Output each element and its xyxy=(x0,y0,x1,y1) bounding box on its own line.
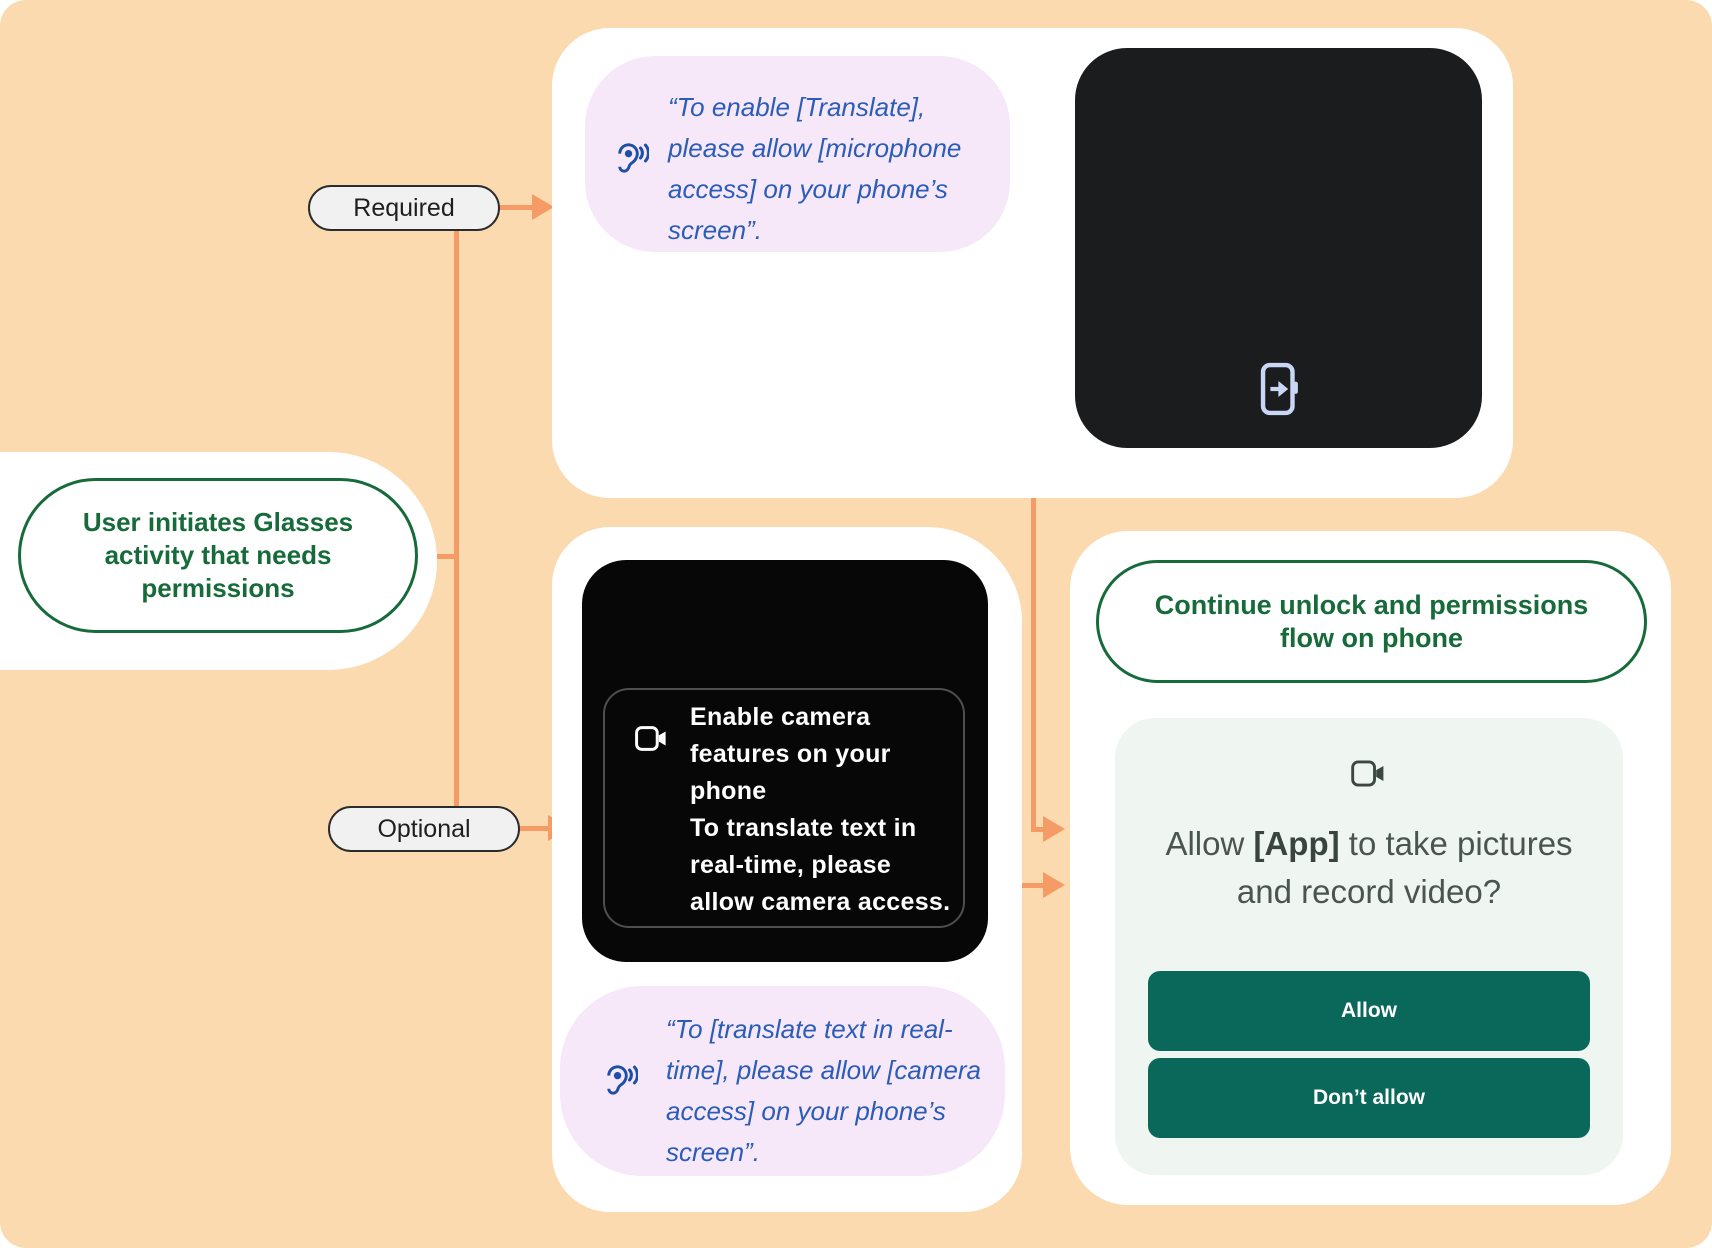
bubble-line: screen”. xyxy=(666,1137,760,1167)
permission-dialog xyxy=(1115,718,1623,1175)
connector-start-stub xyxy=(437,554,454,559)
glasses-text-line: allow camera access. xyxy=(690,888,951,916)
phone-lock-screen xyxy=(1075,48,1482,448)
videocam-icon xyxy=(635,726,669,756)
app-placeholder: [App] xyxy=(1253,825,1340,862)
glasses-text-line: real-time, please xyxy=(690,851,892,879)
permission-question xyxy=(1134,820,1604,916)
question-suffix: to take pictures and record video? xyxy=(1236,825,1573,910)
dont-allow-button[interactable] xyxy=(1148,1058,1590,1138)
bubble-line: time], please allow [camera xyxy=(666,1055,982,1085)
ear-sound-icon xyxy=(611,140,649,181)
dont-allow-button-label: Don’t allow xyxy=(1313,1086,1425,1109)
bubble-line: access] on your phone’s xyxy=(666,1096,946,1126)
arrow-optional-line xyxy=(520,826,548,831)
question-prefix: Allow xyxy=(1165,825,1254,862)
glasses-text-line: To translate text in xyxy=(690,814,917,842)
continue-flow-node xyxy=(1096,560,1647,683)
bubble-line: screen”. xyxy=(668,215,762,245)
arrow-to-dialog-head xyxy=(1043,816,1065,842)
voice-prompt-bubble-optional xyxy=(560,986,1005,1176)
bubble-line: please allow [microphone xyxy=(668,133,962,163)
required-label-text: Required xyxy=(353,193,455,222)
glasses-text-line: Enable camera xyxy=(690,703,871,731)
required-label xyxy=(308,185,500,231)
arrow-required-head xyxy=(532,194,554,220)
glasses-notification xyxy=(603,688,965,928)
phone-handoff-icon xyxy=(1258,362,1300,421)
videocam-icon xyxy=(1351,760,1387,792)
glasses-display xyxy=(582,560,988,962)
glasses-text-line: features on your xyxy=(690,740,891,768)
bubble-line: “To [translate text in real- xyxy=(666,1014,953,1044)
start-node-label: User initiates Glasses activity that needs permissions xyxy=(82,507,354,603)
arrow-required-line xyxy=(500,205,532,210)
allow-button[interactable] xyxy=(1148,971,1590,1051)
connector-elbow xyxy=(1031,827,1043,832)
bubble-line: “To enable [Translate], xyxy=(668,92,926,122)
voice-prompt-bubble-required xyxy=(585,56,1010,252)
start-node xyxy=(18,478,418,633)
allow-button-label: Allow xyxy=(1341,999,1397,1022)
bubble-line: access] on your phone’s xyxy=(668,174,948,204)
continue-flow-label: Continue unlock and permissions flow on phone xyxy=(1154,589,1589,653)
optional-label-text: Optional xyxy=(377,814,471,843)
optional-label xyxy=(328,806,520,852)
connector-required-to-optional xyxy=(454,231,459,808)
ear-sound-icon xyxy=(600,1062,638,1103)
arrow-glasses-to-dialog-head xyxy=(1043,872,1065,898)
glasses-text-line: phone xyxy=(690,777,767,805)
